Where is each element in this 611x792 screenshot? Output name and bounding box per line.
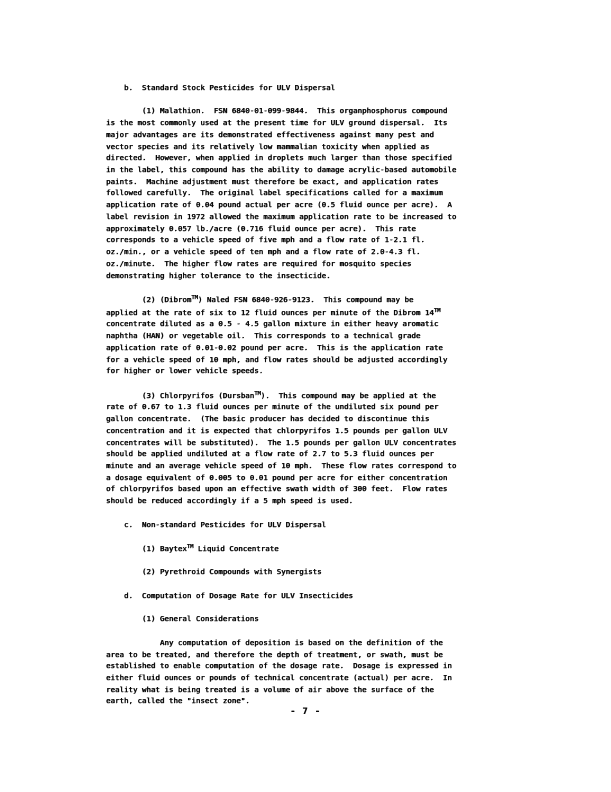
line-spacer: [106, 625, 518, 637]
section-heading-c: c. Non-standard Pesticides for ULV Dispersal: [106, 519, 327, 529]
line-spacer: [106, 377, 518, 389]
paragraph-line: rate of 0.67 to 1.3 fluid ounces per minute of the undiluted six pound per: [106, 402, 439, 412]
paragraph-line: gallon concentrate. (The basic producer has decided to discontinue this: [106, 414, 430, 424]
paragraph-line: concentration and it is expected that chlorpyrifos 1.5 pounds per gallon ULV: [106, 425, 448, 435]
paragraph-line: reality what is being treated is a volume of air above the surface of the: [106, 684, 434, 694]
line-spacer: [106, 281, 518, 293]
paragraph-line: directed. However, when applied in droplets much larger than those specified: [106, 153, 452, 163]
paragraph-line: application rate of 0.04 pound actual per acre (0.5 fluid ounce per acre). A: [106, 200, 452, 210]
paragraph-line: application rate of 0.01-0.02 pound per acre. This is the application rate: [106, 342, 443, 352]
paragraph-line: a dosage equivalent of 0.005 to 0.01 pound per acre for either concentration: [106, 472, 448, 482]
paragraph-line: concentrate diluted as a 0.5 - 4.5 gallon mixture in either heavy aromatic: [106, 319, 439, 329]
paragraph-line: oz./minute. The higher flow rates are required for mosquito species: [106, 258, 412, 268]
paragraph-line: of chlorpyrifos based upon an effective swath width of 300 feet. Flow rates: [106, 484, 448, 494]
paragraph-line: followed carefully. The original label specifications called for a maximum: [106, 188, 443, 198]
trademark-superscript: TM: [191, 294, 198, 301]
line-spacer: [106, 555, 518, 567]
list-item: (1) Baytex™ Liquid Concentrate: [106, 544, 279, 554]
paragraph-line: Any computation of deposition is based on the definition of the: [106, 637, 443, 647]
paragraph-line: minute and an average vehicle speed of 10 mph. These flow rates correspond to: [106, 461, 457, 470]
trademark-superscript: TM: [186, 544, 194, 551]
paragraph-line: major advantages are its demonstrated effectiveness against many pest and: [106, 129, 434, 139]
paragraph-line: naphtha (HAN) or vegetable oil. This corresponds to a technical grade: [106, 331, 421, 341]
trademark-superscript: TM: [433, 307, 441, 314]
line-spacer: [106, 507, 518, 519]
paragraph-line: either fluid ounces or pounds of technical concentrate (actual) per acre. In: [106, 672, 452, 682]
paragraph-line: vector species and its relatively low mammalian toxicity when applied as: [106, 141, 430, 151]
paragraph-line: is the most commonly used at the present time for ULV ground dispersal. Its: [106, 118, 448, 128]
paragraph-line: established to enable computation of the dosage rate. Dosage is expressed in: [106, 661, 452, 671]
paragraph-line: (3) Chlorpyrifos (Dursban™). This compound may be applied at the: [106, 390, 436, 400]
paragraph-line: label revision in 1972 allowed the maximum application rate to be increased to: [106, 211, 457, 221]
list-item: (1) General Considerations: [106, 614, 259, 624]
paragraph-line: corresponds to a vehicle speed of five mph and a flow rate of 1-2.1 fl.: [106, 235, 425, 245]
paragraph-line: applied at the rate of six to 12 fluid ounces per minute of the Dibrom 14™: [106, 307, 441, 317]
document-body: [106, 82, 518, 707]
paragraph-line: for higher or lower vehicle speeds.: [106, 366, 264, 376]
line-spacer: [106, 530, 518, 542]
paragraph-line: (2) (Dibrom™) Naled FSN 6840-926-9123. This compound may be: [106, 294, 414, 304]
paragraph-line: for a vehicle speed of 10 mph, and flow rates should be adjusted accordingly: [106, 354, 448, 364]
paragraph-line: should be reduced accordingly if a 5 mph speed is used.: [106, 496, 354, 506]
paragraph-line: should be applied undiluted at a flow rate of 2.7 to 5.3 fluid ounces per: [106, 449, 434, 459]
paragraph-line: area to be treated, and therefore the depth of treatment, or swath, must be: [106, 649, 443, 659]
trademark-superscript: TM: [254, 390, 261, 397]
paragraph-line: approximately 0.057 lb./acre (0.716 fluid ounce per acre). This rate: [106, 223, 416, 233]
line-spacer: [106, 94, 518, 106]
paragraph-line: in the label, this compound has the ability to damage acrylic-based automobile: [106, 165, 457, 175]
line-spacer: [106, 602, 518, 614]
section-heading-d: d. Computation of Dosage Rate for ULV Insecticides: [106, 590, 354, 600]
section-heading-b: b. Standard Stock Pesticides for ULV Dispersal: [106, 83, 336, 92]
paragraph-line: earth, called the "insect zone".: [106, 696, 250, 706]
paragraph-line: (1) Malathion. FSN 6840-01-099-9844. This organphosphorus compound: [106, 106, 448, 116]
paragraph-line: paints. Machine adjustment must therefore be exact, and application rates: [106, 176, 439, 186]
paragraph-line: demonstrating higher tolerance to the insecticide.: [106, 270, 331, 280]
list-item: (2) Pyrethroid Compounds with Synergists: [106, 567, 322, 577]
line-spacer: [106, 578, 518, 590]
page-number: - 7 -: [290, 707, 321, 717]
paragraph-line: oz./min., or a vehicle speed of ten mph and a flow rate of 2.0-4.3 fl.: [106, 247, 421, 257]
paragraph-line: concentrates will be substituted). The 1.5 pounds per gallon ULV concentrates: [106, 437, 457, 447]
